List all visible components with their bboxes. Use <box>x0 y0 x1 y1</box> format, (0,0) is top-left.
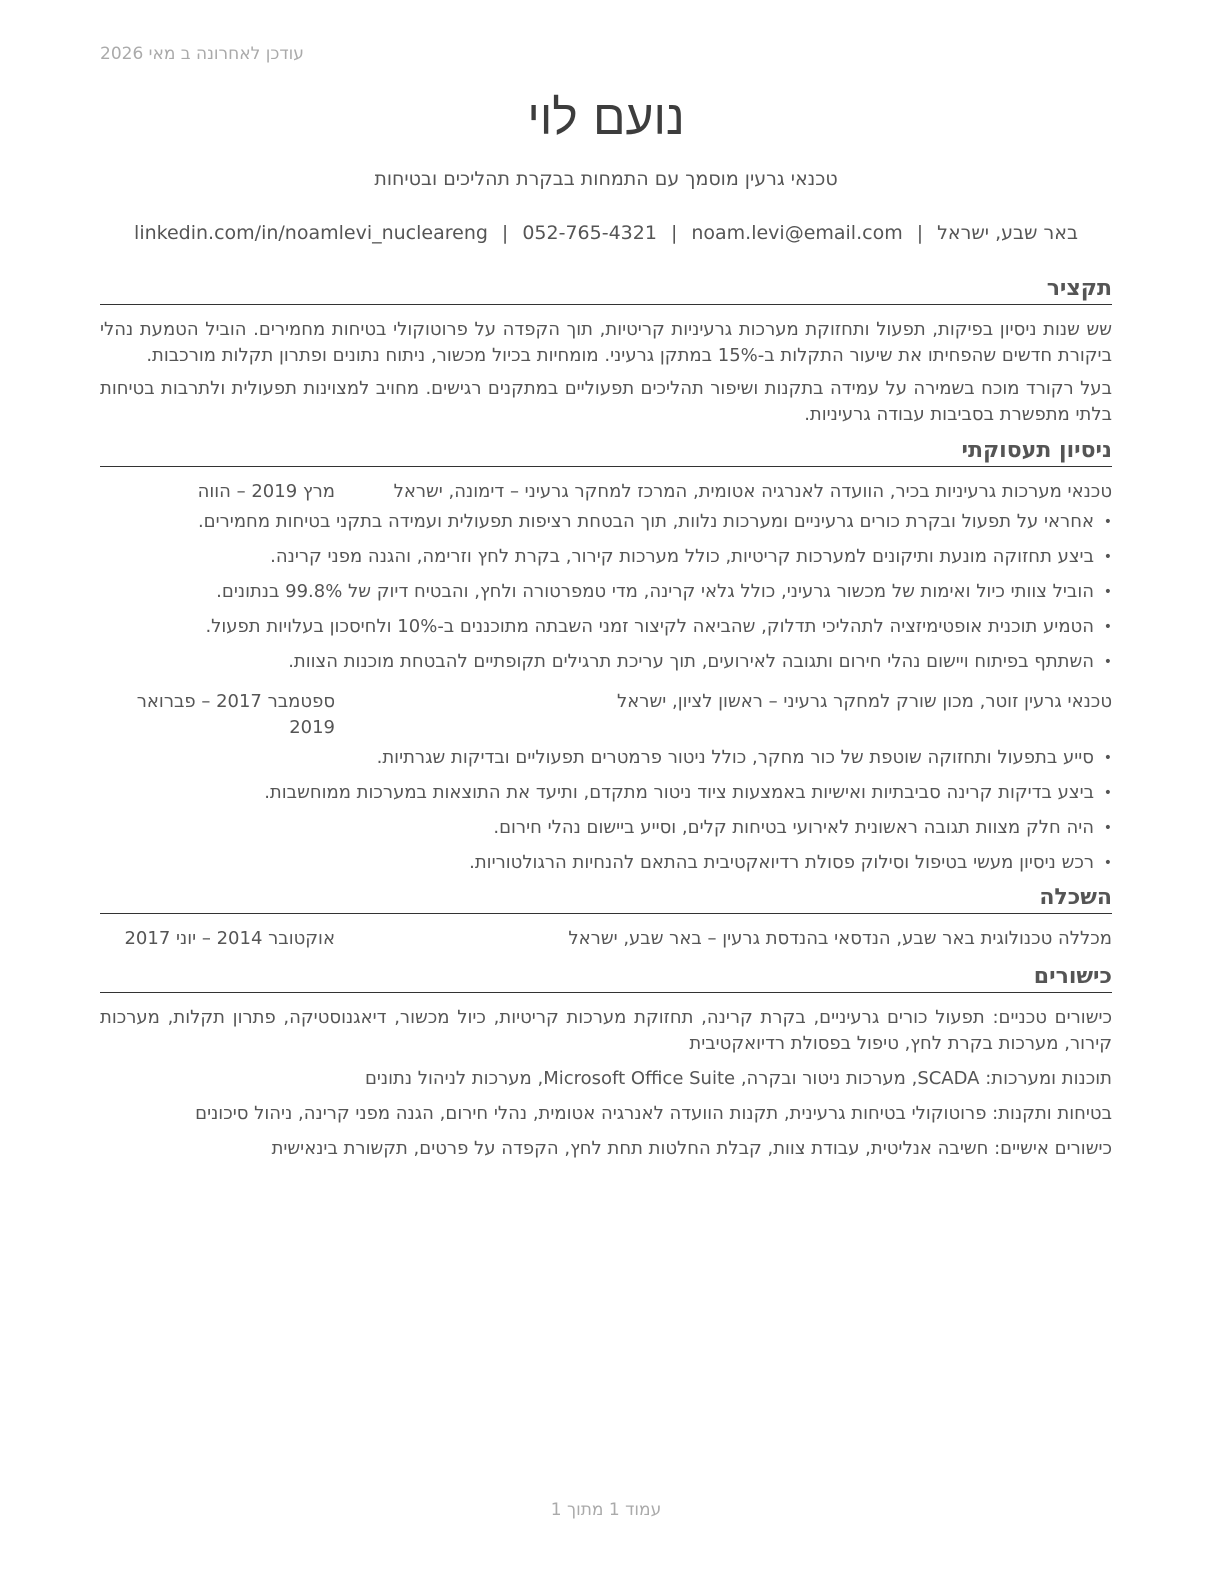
job-bullet: • ביצע תחזוקה מונעת ותיקונים למערכות קריטיות, כולל מערכות קירור, בקרת לחץ וזרימה, והגנה מפני קרינה. <box>100 544 1112 570</box>
summary-paragraph: בעל רקורד מוכח בשמירה על עמידה בתקנות ושיפור תהליכים תפעוליים במתקנים רגישים. מחויב למצוינות תפעולית ולתרבות בטיחות בלתי מתפשרת בסביבות עבודה גרעיניות. <box>100 378 1112 425</box>
page-number: עמוד 1 מתוך 1 <box>550 1500 662 1520</box>
job-entry <box>100 689 1112 876</box>
skills-line: כישורים טכניים: תפעול כורים גרעיניים, בקרת קרינה, תחזוקת מערכות קריטיות, כיול מכשור, דיאגנוסטיקה, פתרון תקלות, מערכות קירור, מערכות בקרת לחץ, טיפול בפסולת רדיואקטיבית <box>100 1007 1112 1054</box>
job-bullet: • הטמיע תוכנית אופטימיזציה לתהליכי תדלוק, שהביאה לקיצור זמני השבתה מתוכננים ב-10% ולחיסכון בעלויות תפעול. <box>100 614 1112 640</box>
section-title-education: השכלה <box>100 885 1112 914</box>
job-bullet: • היה חלק מצוות תגובה ראשונית לאירועי בטיחות קלים, וסייע ביישום נהלי חירום. <box>100 815 1112 841</box>
resume-content <box>100 276 1112 1171</box>
job-bullet: • אחראי על תפעול ובקרת כורים גרעיניים ומערכות נלוות, תוך הבטחת רציפות תפעולית ועמידה בתקני בטיחות מחמירים. <box>100 509 1112 535</box>
last-updated-note: עודכן לאחרונה ב מאי 2026 <box>100 44 304 64</box>
resume-page <box>100 0 1112 1584</box>
job-entry <box>100 479 1112 675</box>
summary-section <box>100 276 1112 428</box>
education-dates: אוקטובר 2014 – יוני 2017 <box>124 928 335 949</box>
contact-phone[interactable]: 052-765-4321 <box>522 222 657 244</box>
job-bullets <box>100 509 1112 675</box>
contact-location: באר שבע, ישראל <box>937 222 1078 244</box>
job-bullet: • סייע בתפעול ותחזוקה שוטפת של כור מחקר, כולל ניטור פרמטרים תפעוליים ובדיקות שגרתיות. <box>100 745 1112 771</box>
job-header <box>100 689 1112 741</box>
contact-separator: | <box>670 222 678 244</box>
job-bullet: • הוביל צוותי כיול ואימות של מכשור גרעיני, כולל גלאי קרינה, מדי טמפרטורה ולחץ, והבטיח דיוק של 99.8% בנתונים. <box>100 579 1112 605</box>
job-bullets <box>100 745 1112 876</box>
candidate-name: נועם לוי <box>527 90 685 146</box>
skills-line: תוכנות ומערכות: SCADA, מערכות ניטור ובקרה, Microsoft Office Suite, מערכות לניהול נתונים <box>364 1068 1112 1089</box>
experience-section <box>100 438 1112 876</box>
section-title-experience: ניסיון תעסוקתי <box>100 438 1112 467</box>
education-entry <box>100 926 1112 952</box>
skills-line: בטיחות ותקנות: פרוטוקולי בטיחות גרעינית, תקנות הוועדה לאנרגיה אטומית, נהלי חירום, הגנה מפני קרינה, ניהול סיכונים <box>195 1103 1112 1124</box>
contact-separator: | <box>501 222 509 244</box>
summary-paragraph: שש שנות ניסיון בפיקות, תפעול ותחזוקת מערכות גרעיניות קריטיות, תוך הקפדה על פרוטוקולי בטיחות מחמירים. הוביל הטמעת נהלי ביקורת חדשים שהפחיתו את שיעור התקלות ב-15% במתקן גרעיני. מומחיות בכיול מכשור, ניתוח נתונים ופתרון תקלות מורכבות. <box>100 319 1112 366</box>
contact-email[interactable]: noam.levi@email.com <box>691 222 903 244</box>
section-title-skills: כישורים <box>100 964 1112 993</box>
education-section <box>100 885 1112 952</box>
skills-line: כישורים אישיים: חשיבה אנליטית, עבודת צוות, קבלת החלטות תחת לחץ, הקפדה על פרטים, תקשורת בינאישית <box>271 1138 1112 1159</box>
job-dates: ספטמבר 2017 – פברואר 2019 <box>136 691 335 738</box>
job-bullet: • ביצע בדיקות קרינה סביבתיות ואישיות באמצעות ציוד ניטור מתקדם, ותיעד את התוצאות במערכות ממוחשבות. <box>100 780 1112 806</box>
contact-separator: | <box>916 222 924 244</box>
section-title-summary: תקציר <box>100 276 1112 305</box>
contact-linkedin[interactable]: linkedin.com/in/noamlevi_nucleareng <box>134 222 488 244</box>
job-bullet: • רכש ניסיון מעשי בטיפול וסילוק פסולת רדיואקטיבית בהתאם להנחיות הרגולטוריות. <box>100 850 1112 876</box>
education-title: מכללה טכנולוגית באר שבע, הנדסאי בהנדסת גרעין – באר שבע, ישראל <box>568 928 1112 949</box>
job-title: טכנאי מערכות גרעיניות בכיר, הוועדה לאנרגיה אטומית, המרכז למחקר גרעיני – דימונה, ישראל <box>393 481 1112 502</box>
contact-line <box>100 222 1112 244</box>
skills-section <box>100 964 1112 1162</box>
job-bullet: • השתתף בפיתוח ויישום נהלי חירום ותגובה לאירועים, תוך עריכת תרגילים תקופתיים להבטחת מוכנות הצוות. <box>100 649 1112 675</box>
job-dates: מרץ 2019 – הווה <box>197 481 335 502</box>
job-title: טכנאי גרעין זוטר, מכון שורק למחקר גרעיני – ראשון לציון, ישראל <box>617 691 1112 712</box>
professional-subtitle: טכנאי גרעין מוסמך עם התמחות בבקרת תהליכים ובטיחות <box>374 168 838 190</box>
job-header <box>100 479 1112 505</box>
